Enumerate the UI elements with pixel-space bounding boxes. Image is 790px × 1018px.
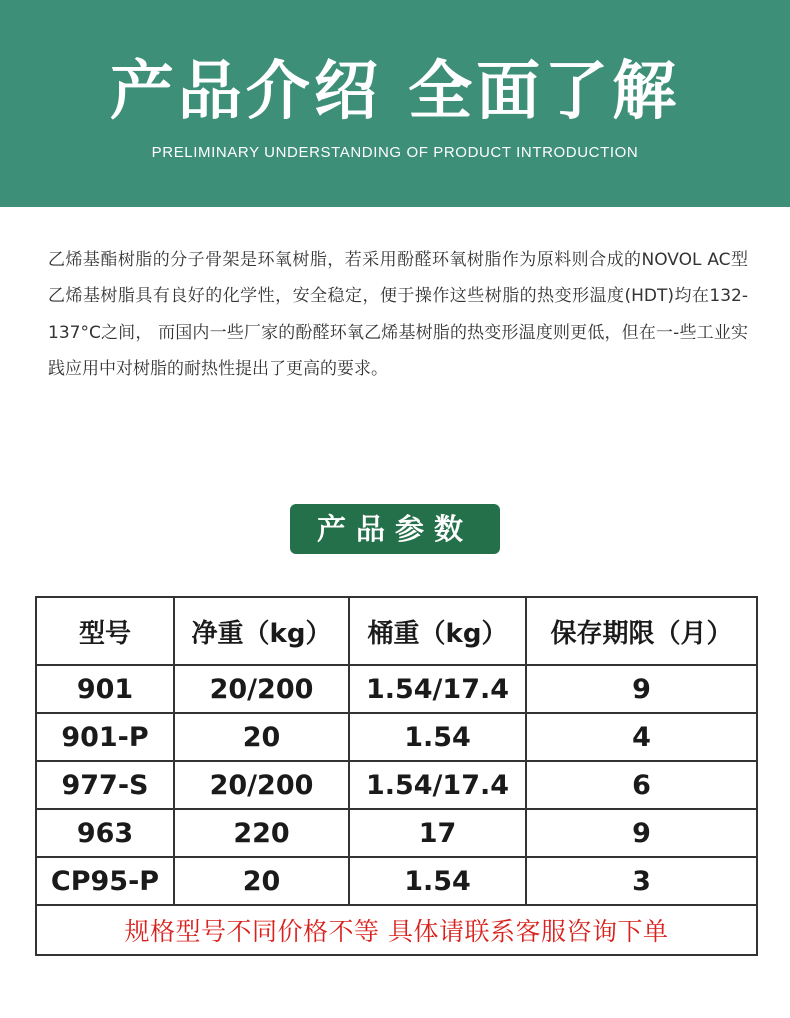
banner-title: 产品介绍 全面了解 (109, 55, 681, 129)
cell-drum-weight: 17 (349, 809, 526, 857)
cell-drum-weight: 1.54/17.4 (349, 665, 526, 713)
cell-drum-weight: 1.54/17.4 (349, 761, 526, 809)
header-net-weight: 净重（kg） (174, 597, 349, 665)
cell-net-weight: 20 (174, 713, 349, 761)
table-row (36, 761, 757, 809)
cell-net-weight: 20/200 (174, 665, 349, 713)
table-row (36, 809, 757, 857)
cell-net-weight: 20/200 (174, 761, 349, 809)
cell-shelf-life: 4 (526, 713, 757, 761)
cell-shelf-life: 6 (526, 761, 757, 809)
cell-model: CP95-P (36, 857, 174, 905)
intro-paragraph: 乙烯基酯树脂的分子骨架是环氧树脂，若采用酚醛环氧树脂作为原料则合成的NOVOL AC型乙烯基树脂具有良好的化学性，安全稳定，便于操作这些树脂的热变形温度(HDT)均在132-137°C之间， 而国内一些厂家的酚醛环氧乙烯基树脂的热变形温度则更低，但在一-些工业实践应用中对树脂的耐热性提出了更高的要求。 (48, 250, 748, 380)
table-row (36, 857, 757, 905)
cell-drum-weight: 1.54 (349, 857, 526, 905)
cell-model: 901 (36, 665, 174, 713)
banner-subtitle: PRELIMINARY UNDERSTANDING OF PRODUCT INTRODUCTION (151, 144, 639, 161)
header-model: 型号 (36, 597, 174, 665)
cell-net-weight: 220 (174, 809, 349, 857)
table-row (36, 713, 757, 761)
header-shelf-life: 保存期限（月） (526, 597, 757, 665)
table-row (36, 665, 757, 713)
cell-model: 977-S (36, 761, 174, 809)
spec-table (35, 596, 758, 956)
cell-shelf-life: 9 (526, 665, 757, 713)
cell-net-weight: 20 (174, 857, 349, 905)
price-note: 规格型号不同价格不等 具体请联系客服咨询下单 (36, 905, 757, 955)
header-banner (0, 0, 790, 207)
header-drum-weight: 桶重（kg） (349, 597, 526, 665)
table-note-row (36, 905, 757, 955)
cell-shelf-life: 9 (526, 809, 757, 857)
intro-section (48, 242, 748, 388)
section-badge: 产品参数 (290, 504, 500, 554)
cell-drum-weight: 1.54 (349, 713, 526, 761)
table-header-row (36, 597, 757, 665)
cell-model: 963 (36, 809, 174, 857)
cell-model: 901-P (36, 713, 174, 761)
cell-shelf-life: 3 (526, 857, 757, 905)
